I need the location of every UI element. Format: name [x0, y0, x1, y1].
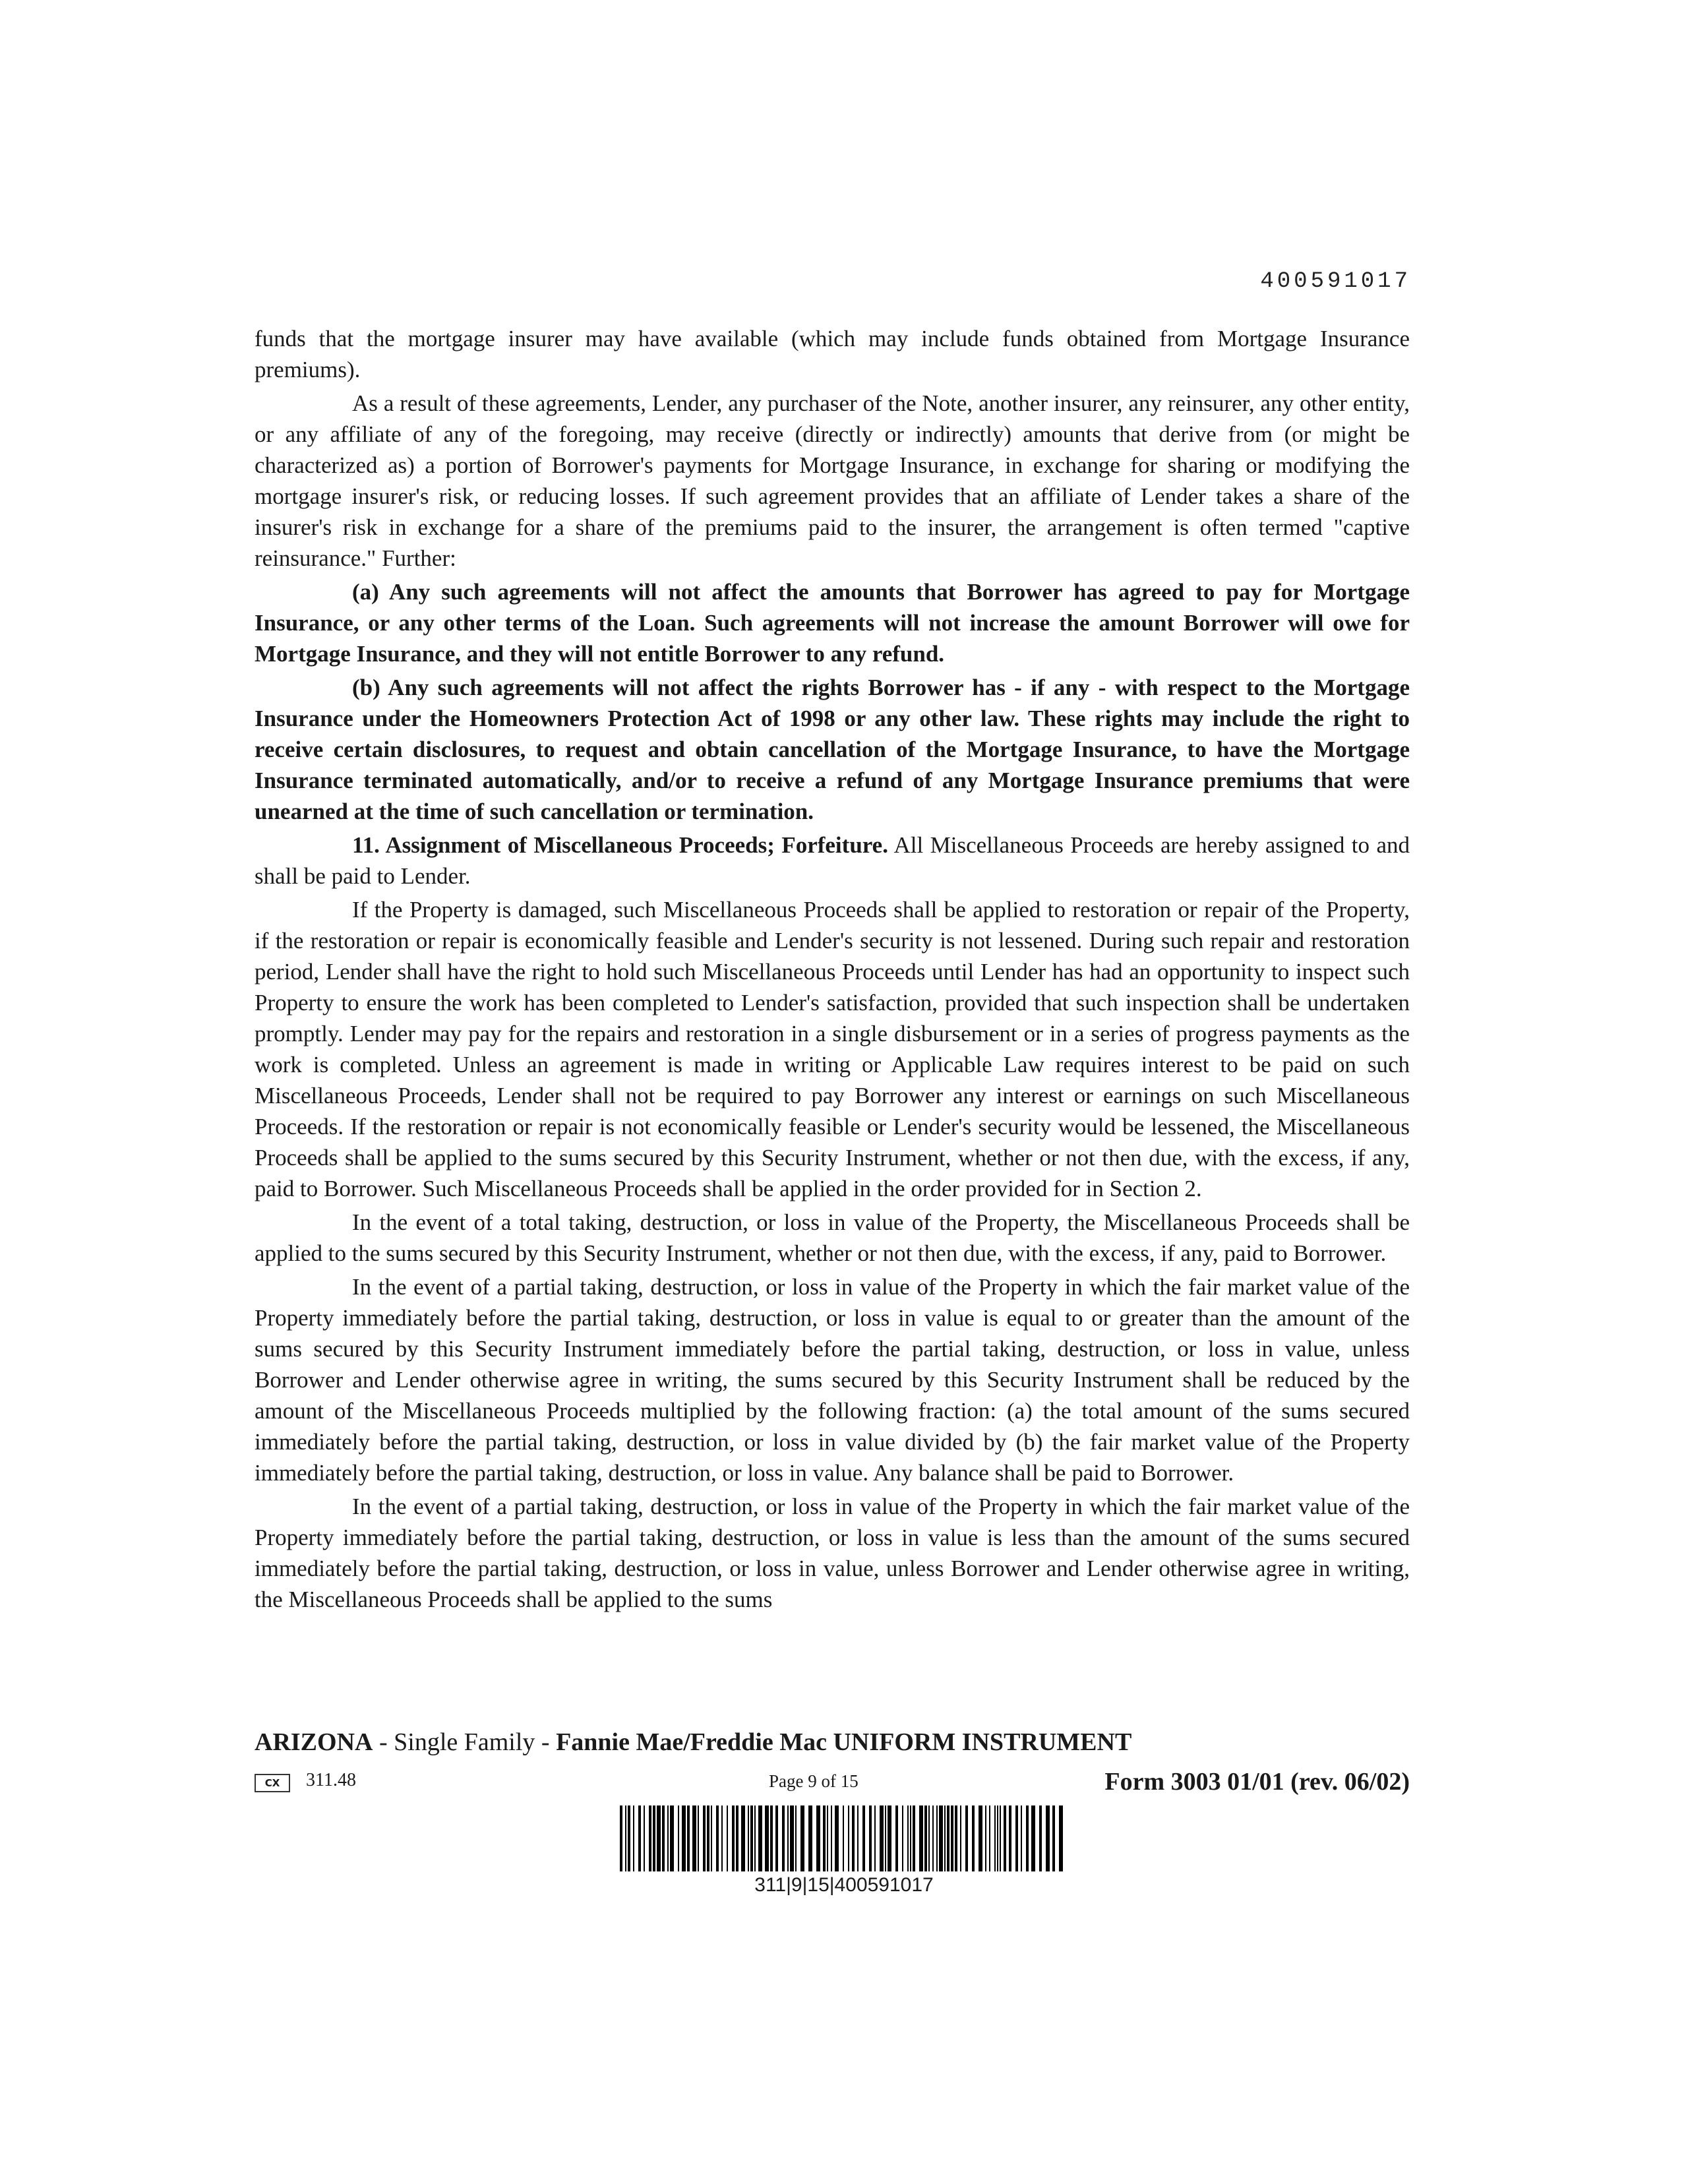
footer-title: [255, 1728, 1131, 1757]
footer-separator: - Single Family -: [373, 1728, 557, 1756]
section-11-text: All Miscellaneous Proceeds are hereby assigned to and shall be paid to Lender.: [255, 832, 1410, 889]
footer-instrument: Fannie Mae/Freddie Mac UNIFORM INSTRUMENT: [556, 1728, 1132, 1756]
barcode: [620, 1805, 1068, 1871]
footer-state: ARIZONA: [255, 1728, 373, 1756]
paragraph-clause-a: (a) Any such agreements will not affect the amounts that Borrower has agreed to pay for Mortgage Insurance, or any other terms of the Loan. Such agreements will not increase the amount Borrower will owe for Mortgage Insurance, and they will not entitle Borrower to any refund.: [255, 579, 1410, 667]
vmp-logo-icon: CX: [255, 1774, 290, 1792]
paragraph-agreements: As a result of these agreements, Lender, any purchaser of the Note, another insurer, any reinsurer, any other entity, or any affiliate of any of the foregoing, may receive (directly or indirectly) amounts that derive from (or might be characterized as) a portion of Borrower's payments for Mortgage Insurance, in exchange for sharing or modifying the mortgage insurer's risk, or reducing losses. If such agreement provides that an affiliate of Lender takes a share of the insurer's risk in exchange for a share of the premiums paid to the insurer, the arrangement is often termed "captive reinsurance." Further:: [255, 390, 1410, 571]
form-number: Form 3003 01/01 (rev. 06/02): [1104, 1768, 1410, 1796]
paragraph-partial-taking-less: In the event of a partial taking, destruction, or loss in value of the Property in which the fair market value of the Property immediately before the partial taking, destruction, or loss in value is less than the amount of the sums secured immediately before the partial taking, destruction, or loss in value, unless Borrower and Lender otherwise agree in writing, the Miscellaneous Proceeds shall be applied to the sums: [255, 1494, 1410, 1612]
loan-number: 400591017: [1260, 269, 1411, 294]
paragraph-clause-b: (b) Any such agreements will not affect the rights Borrower has - if any - with respect to the Mortgage Insurance under the Homeowners Protection Act of 1998 or any other law. These rights may include the right to receive certain disclosures, to request and obtain cancellation of the Mortgage Insurance, to have the Mortgage Insurance terminated automatically, and/or to receive a refund of any Mortgage Insurance premiums that were unearned at the time of such cancellation or termination.: [255, 675, 1410, 824]
paragraph-property-damaged: If the Property is damaged, such Miscellaneous Proceeds shall be applied to restoration or repair of the Property, if the restoration or repair is economically feasible and Lender's security is not lessened. During such repair and restoration period, Lender shall have the right to hold such Miscellaneous Proceeds until Lender has had an opportunity to inspect such Property to ensure the work has been completed to Lender's satisfaction, provided that such inspection shall be undertaken promptly. Lender may pay for the repairs and restoration in a single disbursement or in a series of progress payments as the work is completed. Unless an agreement is made in writing or Applicable Law requires interest to be paid on such Miscellaneous Proceeds, Lender shall not be required to pay Borrower any interest or earnings on such Miscellaneous Proceeds. If the restoration or repair is not economically feasible or Lender's security would be lessened, the Miscellaneous Proceeds shall be applied to the sums secured by this Security Instrument, whether or not then due, with the excess, if any, paid to Borrower. Such Miscellaneous Proceeds shall be applied in the order provided for in Section 2.: [255, 897, 1410, 1201]
footer-row: [255, 1767, 1410, 1800]
section-11-heading: 11. Assignment of Miscellaneous Proceeds; Forfeiture.: [352, 832, 888, 858]
page-number: Page 9 of 15: [769, 1771, 859, 1791]
form-code: 311.48: [306, 1770, 356, 1790]
document-body: [255, 323, 1410, 1618]
barcode-text: 311|9|15|400591017: [754, 1874, 934, 1896]
paragraph-partial-taking-greater: In the event of a partial taking, destruction, or loss in value of the Property in which the fair market value of the Property immediately before the partial taking, destruction, or loss in value is equal to or greater than the amount of the sums secured by this Security Instrument immediately before the partial taking, destruction, or loss in value, unless Borrower and Lender otherwise agree in writing, the sums secured by this Security Instrument shall be reduced by the amount of the Miscellaneous Proceeds multiplied by the following fraction: (a) the total amount of the sums secured immediately before the partial taking, destruction, or loss in value divided by (b) the fair market value of the Property immediately before the partial taking, destruction, or loss in value. Any balance shall be paid to Borrower.: [255, 1274, 1410, 1486]
paragraph-mortgage-insurer-funds: funds that the mortgage insurer may have available (which may include funds obtained from Mortgage Insurance premiums).: [255, 326, 1410, 382]
paragraph-total-taking: In the event of a total taking, destruction, or loss in value of the Property, the Miscellaneous Proceeds shall be applied to the sums secured by this Security Instrument, whether or not then due, with the excess, if any, paid to Borrower.: [255, 1209, 1410, 1266]
section-11: [255, 830, 1410, 892]
